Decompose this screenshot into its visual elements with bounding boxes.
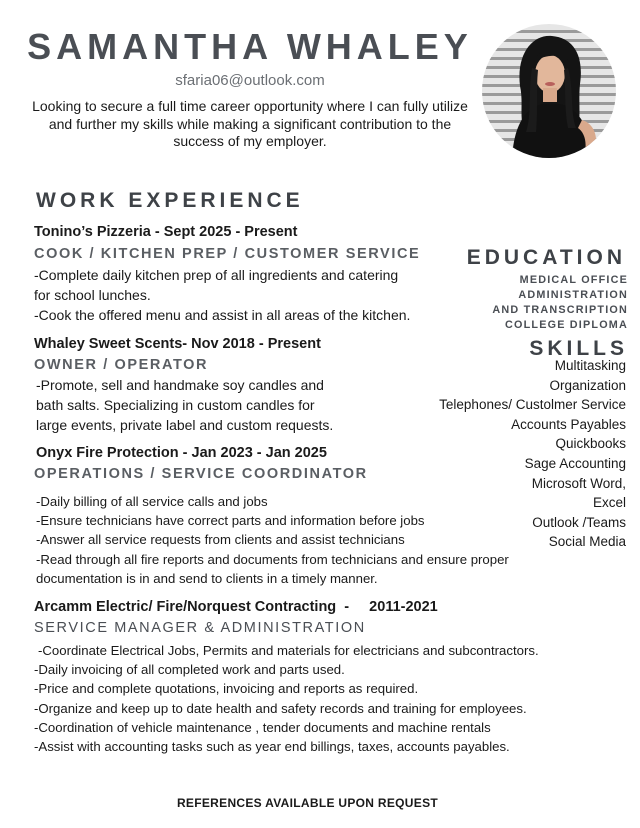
- skill-item: Sage Accounting: [524, 455, 626, 471]
- references-note: REFERENCES AVAILABLE UPON REQUEST: [176, 796, 439, 810]
- contact-email: sfaria06@outlook.com: [175, 72, 325, 89]
- list-item: -Answer all service requests from clients and assist technicians: [36, 532, 405, 548]
- resume-name: SAMANTHA WHALEY: [27, 26, 473, 67]
- job-duties: [36, 375, 333, 435]
- skill-item: Microsoft Word,: [531, 475, 626, 491]
- education-details: [428, 273, 628, 333]
- skill-item: Telephones/ Custolmer Service: [439, 397, 626, 413]
- list-item: -Organize and keep up to date health and safety records and training for employees.: [34, 700, 527, 716]
- job-heading: Tonino’s Pizzeria - Sept 2025 - Present: [34, 224, 298, 240]
- list-item: -Ensure technicians have correct parts and information before jobs: [36, 513, 425, 529]
- job-heading: Onyx Fire Protection - Jan 2023 - Jan 2025: [36, 445, 327, 461]
- skills-list: [396, 356, 626, 552]
- list-item: -Complete daily kitchen prep of all ingredients and catering: [34, 267, 399, 283]
- list-item: -Daily billing of all service calls and jobs: [36, 494, 268, 509]
- skill-item: Outlook /Teams: [532, 514, 626, 530]
- profile-photo-illustration: [482, 24, 616, 158]
- list-item: -Read through all fire reports and documents from technicians and ensure proper: [36, 551, 509, 567]
- list-item: -Daily invoicing of all completed work and parts used.: [34, 662, 345, 678]
- job-heading: Whaley Sweet Scents- Nov 2018 - Present: [34, 336, 321, 352]
- job-role: OPERATIONS / SERVICE COORDINATOR: [34, 466, 368, 482]
- list-item: -Coordination of vehicle maintenance , tender documents and machine rentals: [34, 719, 491, 735]
- work-experience-title: WORK EXPERIENCE: [36, 189, 304, 212]
- job-duties: [34, 265, 410, 325]
- education-line: COLLEGE DIPLOMA: [505, 319, 628, 331]
- education-line: AND TRANSCRIPTION: [492, 304, 628, 316]
- skills-title: SKILLS: [529, 337, 628, 360]
- profile-photo: [482, 24, 616, 158]
- list-item: -Promote, sell and handmake soy candles and: [36, 377, 324, 393]
- career-objective: Looking to secure a full time career opportunity where I can fully utilize and further my skills while making a significant contribution to the success of my employer.: [32, 98, 468, 149]
- skill-item: Multitasking: [554, 358, 626, 373]
- education-line: ADMINISTRATION: [518, 289, 628, 301]
- list-item: -Cook the offered menu and assist in all areas of the kitchen.: [34, 307, 411, 323]
- skill-item: Social Media: [548, 534, 626, 550]
- list-item: -Price and complete quotations, invoicing and reports as required.: [34, 681, 419, 697]
- job-duties: [34, 641, 539, 756]
- job-role: COOK / KITCHEN PREP / CUSTOMER SERVICE: [34, 246, 421, 262]
- list-item: large events, private label and custom requests.: [36, 417, 334, 433]
- list-item: bath salts. Specializing in custom candles for: [36, 397, 315, 413]
- skill-item: Accounts Payables: [511, 416, 626, 432]
- education-title: EDUCATION: [466, 246, 626, 269]
- job-role: OWNER / OPERATOR: [34, 357, 209, 373]
- skill-item: Organization: [549, 377, 626, 393]
- education-line: MEDICAL OFFICE: [519, 274, 628, 286]
- skill-item: Quickbooks: [555, 436, 626, 452]
- list-item: -Coordinate Electrical Jobs, Permits and materials for electricians and subcontractors.: [38, 643, 539, 658]
- list-item: documentation is in and send to clients in a timely manner.: [36, 570, 378, 586]
- job-role: SERVICE MANAGER & ADMINISTRATION: [34, 620, 366, 636]
- list-item: -Assist with accounting tasks such as year end billings, taxes, accounts payables.: [34, 739, 510, 755]
- skill-item: Excel: [592, 495, 626, 511]
- list-item: for school lunches.: [34, 287, 151, 303]
- job-heading: Arcamm Electric/ Fire/Norquest Contracting - 2011-2021: [34, 599, 438, 615]
